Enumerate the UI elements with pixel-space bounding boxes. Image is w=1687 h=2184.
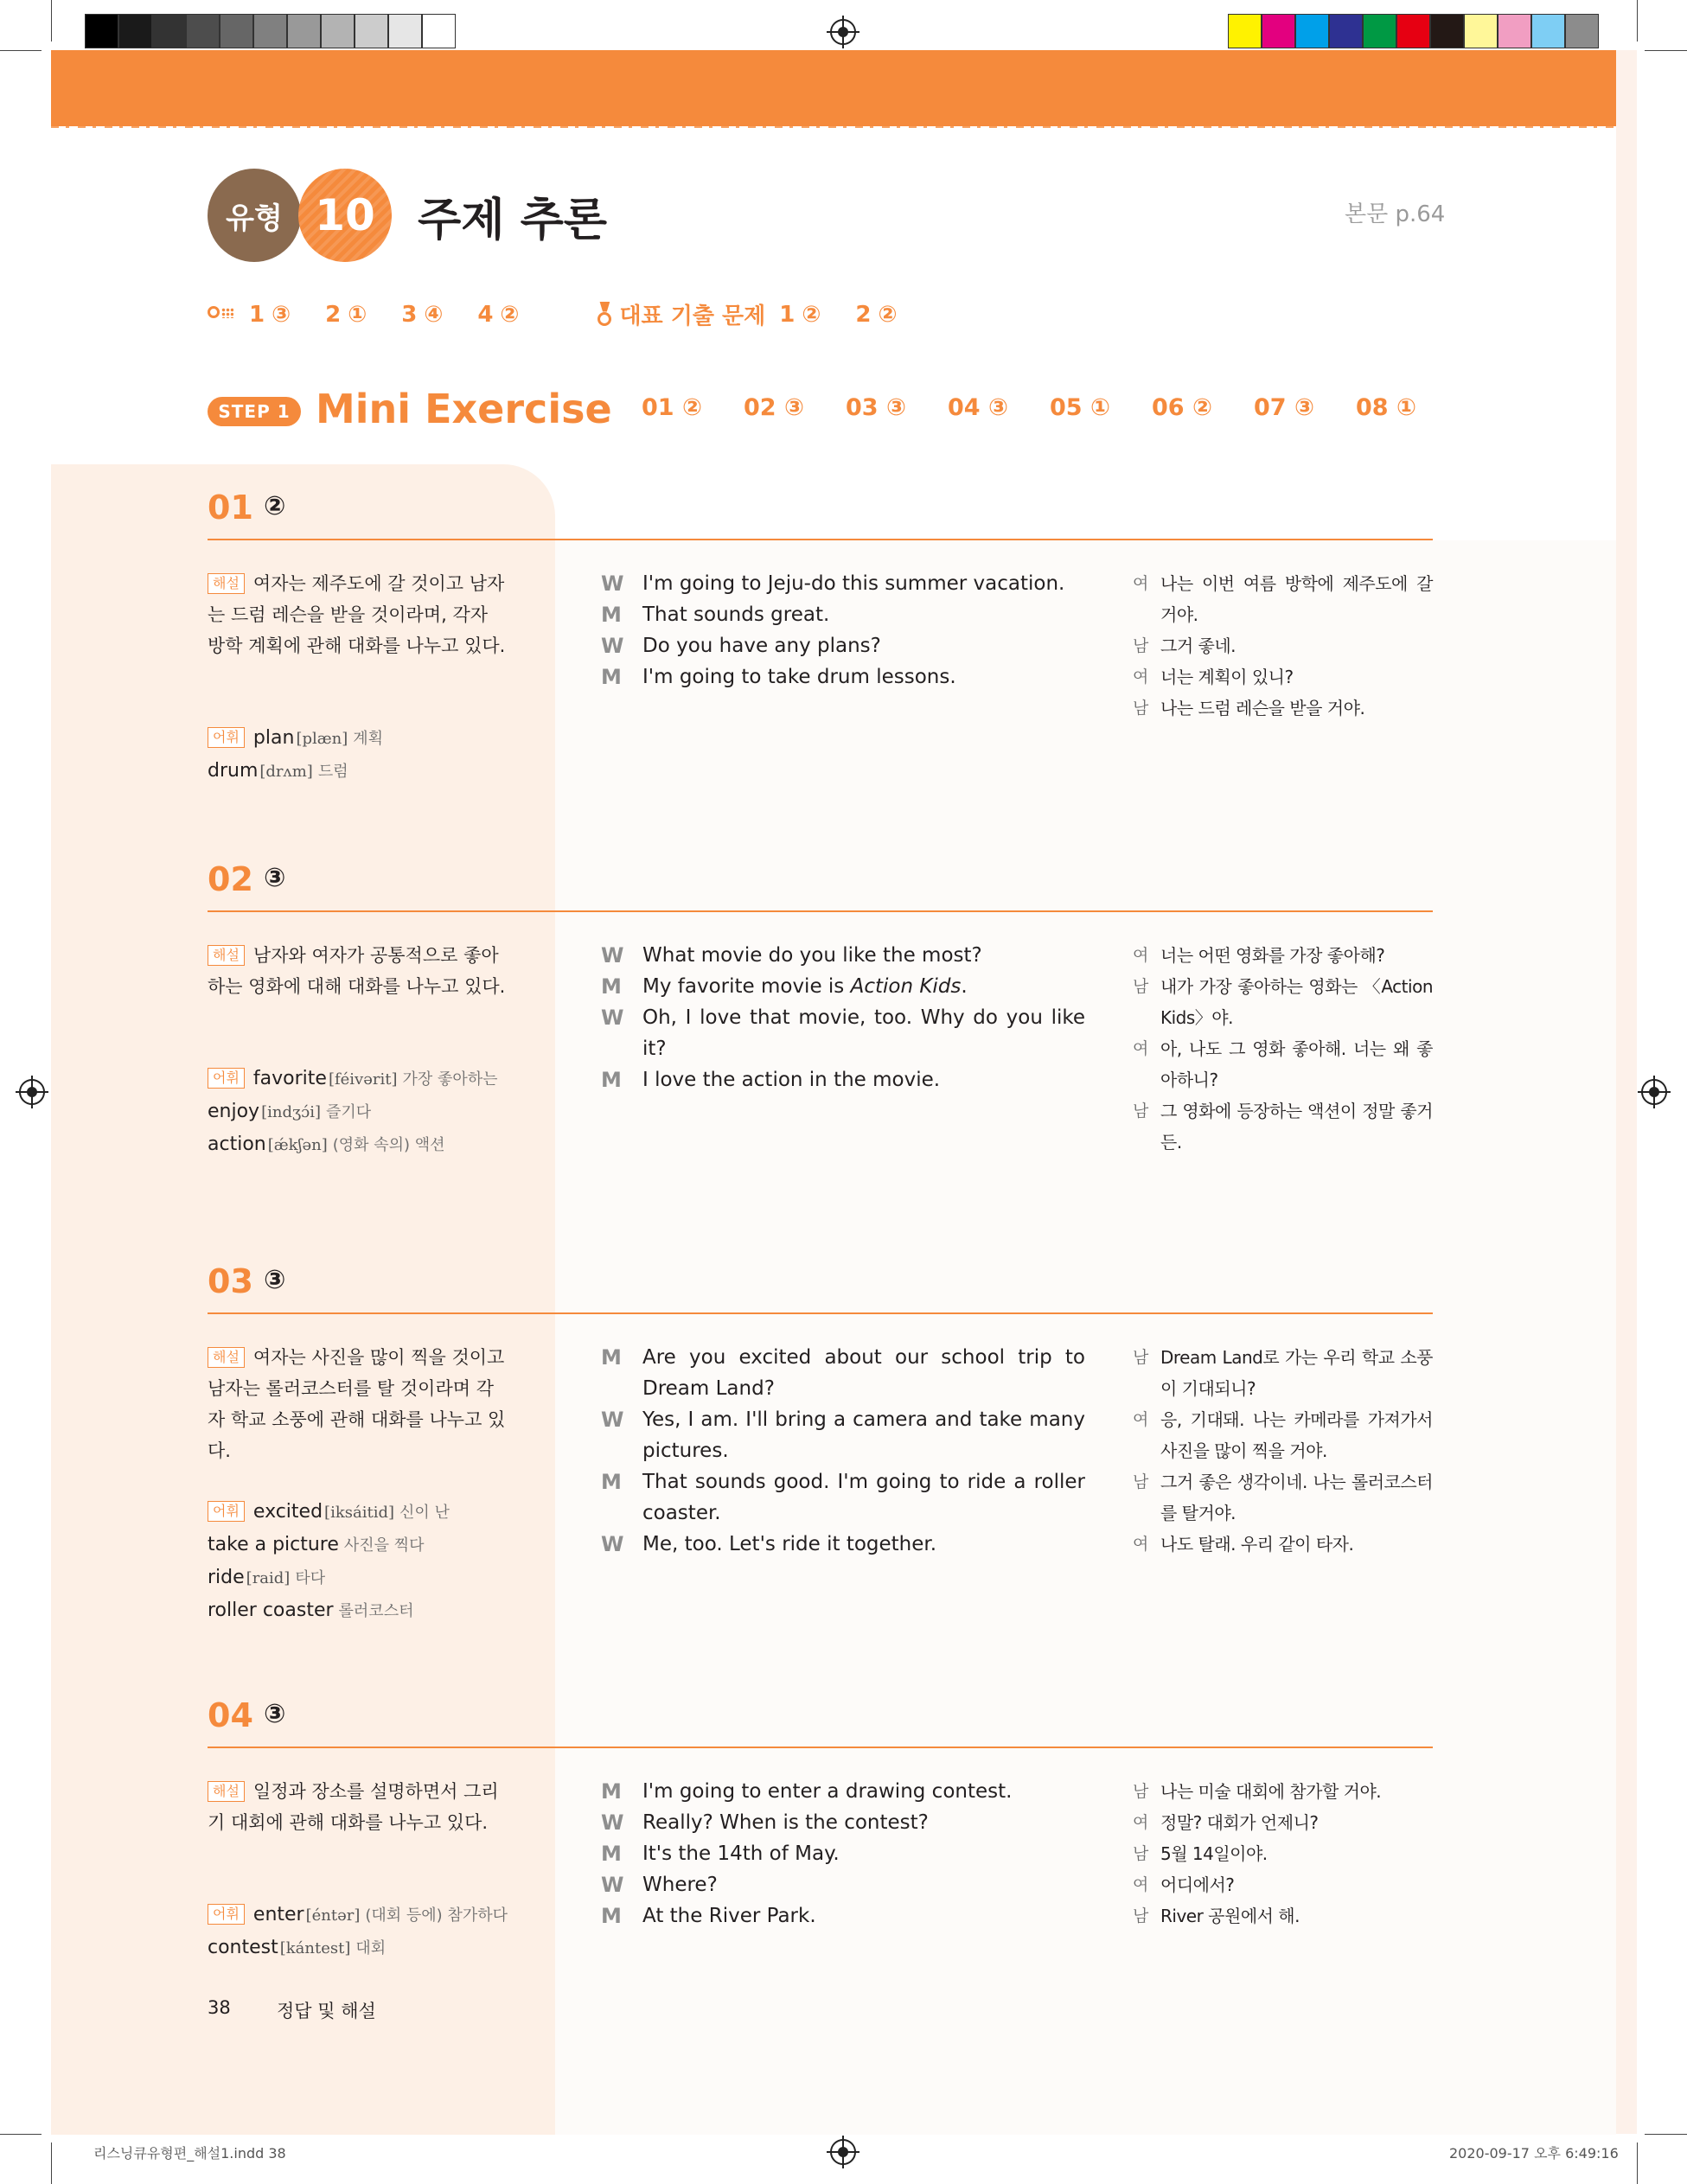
dialog-text-after: . bbox=[961, 975, 968, 998]
dialog-line bbox=[601, 940, 1085, 971]
movie-title: Action Kids bbox=[850, 975, 962, 998]
header-band bbox=[51, 50, 1616, 126]
speaker-label: M bbox=[601, 665, 622, 689]
section-number: 03 bbox=[208, 1262, 253, 1300]
dialog-text bbox=[642, 1807, 1085, 1838]
dialog-english bbox=[601, 940, 1085, 1095]
dialog-line bbox=[601, 1900, 1085, 1932]
dialog-text-main: My favorite movie is bbox=[642, 975, 851, 998]
korean-line bbox=[1133, 661, 1433, 693]
korean-speaker: 여 bbox=[1133, 1875, 1149, 1894]
vocabulary-list bbox=[208, 1899, 553, 1964]
speaker-label: M bbox=[601, 1470, 622, 1494]
dialog-text bbox=[642, 599, 1085, 630]
dialog-text bbox=[642, 971, 1085, 1002]
korean-text: 그거 좋네. bbox=[1160, 635, 1236, 656]
vocab-pronunciation: [raid] bbox=[246, 1569, 291, 1587]
dialog-text bbox=[642, 1776, 1085, 1807]
vocab-word: roller coaster bbox=[208, 1600, 334, 1621]
vocab-meaning: 대회 bbox=[355, 1939, 387, 1957]
dialog-english bbox=[601, 568, 1085, 693]
dialog-text-main: I'm going to Jeju-do this summer vacation. bbox=[642, 572, 1065, 595]
dialog-text-main: That sounds good. I'm going to ride a roller coaster. bbox=[642, 1471, 1085, 1524]
page-reference: 본문 p.64 bbox=[1345, 201, 1446, 227]
korean-text: 너는 계획이 있니? bbox=[1160, 667, 1294, 687]
explanation-body: 여자는 제주도에 갈 것이고 남자는 드럼 레슨을 받을 것이라며, 각자 방학 계획에 관해 대화를 나누고 있다. bbox=[208, 573, 506, 656]
section-answer: ② bbox=[264, 491, 286, 521]
explanation-body: 여자는 사진을 많이 찍을 것이고 남자는 롤러코스터를 탈 것이라며 각자 학교 소풍에 관해 대화를 나누고 있다. bbox=[208, 1347, 506, 1461]
mini-answer: 08 ① bbox=[1356, 394, 1416, 421]
color-swatch bbox=[1396, 14, 1430, 48]
dialog-line bbox=[601, 1776, 1085, 1807]
dialog-text-main: Yes, I am. I'll bring a camera and take many pictures. bbox=[642, 1408, 1085, 1462]
vocab-meaning: 드럼 bbox=[317, 763, 348, 781]
color-swatch bbox=[118, 14, 152, 48]
dialog-text bbox=[642, 940, 1085, 971]
explanation-tag: 해설 bbox=[208, 1781, 245, 1802]
speaker-label: W bbox=[601, 1873, 624, 1897]
color-swatch bbox=[1565, 14, 1599, 48]
crop-mark bbox=[1645, 50, 1687, 51]
korean-line bbox=[1133, 1900, 1433, 1932]
speaker-label: W bbox=[601, 634, 624, 658]
korean-line bbox=[1133, 1466, 1433, 1529]
vocab-meaning: 가장 좋아하는 bbox=[402, 1070, 498, 1089]
color-swatch bbox=[1329, 14, 1363, 48]
section-number: 04 bbox=[208, 1696, 253, 1734]
speaker-label: W bbox=[601, 572, 624, 596]
dialog-text bbox=[642, 1064, 1085, 1095]
explanation-tag: 해설 bbox=[208, 945, 245, 966]
vocab-item bbox=[208, 1932, 553, 1964]
korean-text: 나도 탈래. 우리 같이 타자. bbox=[1160, 1534, 1354, 1555]
korean-line bbox=[1133, 568, 1433, 630]
dialog-text bbox=[642, 661, 1085, 693]
vocab-item bbox=[208, 1095, 553, 1128]
dialog-line bbox=[601, 1002, 1085, 1064]
dialog-line bbox=[601, 1838, 1085, 1869]
korean-line bbox=[1133, 1869, 1433, 1900]
vocab-word: plan bbox=[252, 727, 295, 749]
korean-line bbox=[1133, 1529, 1433, 1560]
mini-answer: 01 ② bbox=[642, 394, 702, 421]
vocabulary-list bbox=[208, 722, 553, 788]
korean-text: 너는 어떤 영화를 가장 좋아해? bbox=[1160, 945, 1385, 966]
crop-mark bbox=[1637, 2142, 1638, 2184]
vocab-item bbox=[208, 1899, 553, 1932]
dialog-text bbox=[642, 1529, 1085, 1560]
crop-mark bbox=[51, 0, 52, 42]
speaker-label: M bbox=[601, 1779, 622, 1804]
dialog-text-main: Me, too. Let's ride it together. bbox=[642, 1533, 937, 1555]
vocab-word: drum bbox=[208, 760, 259, 782]
dialog-text bbox=[642, 1404, 1085, 1466]
dialog-line bbox=[601, 1404, 1085, 1466]
korean-text: Dream Land로 가는 우리 학교 소풍이 기대되니? bbox=[1160, 1347, 1433, 1399]
dialog-line bbox=[601, 971, 1085, 1002]
registration-mark-icon bbox=[830, 19, 856, 45]
korean-text: 그 영화에 등장하는 액션이 정말 좋거든. bbox=[1160, 1101, 1433, 1153]
color-swatch bbox=[1363, 14, 1396, 48]
section-answer: ③ bbox=[264, 1265, 286, 1295]
vocab-tag: 어휘 bbox=[208, 727, 245, 748]
rep-answer-item: 2 ② bbox=[855, 301, 898, 328]
crop-mark bbox=[0, 2134, 42, 2135]
vocab-meaning: (영화 속의) 액션 bbox=[332, 1136, 445, 1154]
registration-mark-icon bbox=[1641, 1079, 1667, 1105]
explanation-text bbox=[208, 568, 510, 661]
crop-mark bbox=[51, 2142, 52, 2184]
vocab-pronunciation: [plæn] bbox=[296, 730, 348, 748]
explanation-text bbox=[208, 940, 510, 1002]
korean-text: 나는 미술 대회에 참가할 거야. bbox=[1160, 1781, 1382, 1802]
vocab-word: contest bbox=[208, 1937, 278, 1958]
color-swatch bbox=[1464, 14, 1498, 48]
page-title: 주제 추론 bbox=[418, 195, 608, 246]
dialog-text bbox=[642, 1342, 1085, 1404]
color-swatch bbox=[1295, 14, 1329, 48]
dialog-line bbox=[601, 1869, 1085, 1900]
speaker-label: W bbox=[601, 1810, 624, 1835]
mini-answer: 04 ③ bbox=[948, 394, 1008, 421]
korean-text: 내가 가장 좋아하는 영화는 〈Action Kids〉야. bbox=[1160, 976, 1433, 1028]
explanation-text bbox=[208, 1342, 510, 1466]
color-swatch bbox=[1430, 14, 1464, 48]
color-swatch bbox=[1498, 14, 1531, 48]
dialog-text bbox=[642, 1869, 1085, 1900]
speaker-label: W bbox=[601, 1006, 624, 1030]
color-swatch bbox=[422, 14, 456, 48]
dialog-text bbox=[642, 1002, 1085, 1064]
korean-text: 응, 기대돼. 나는 카메라를 가져가서 사진을 많이 찍을 거야. bbox=[1160, 1409, 1433, 1461]
korean-text: 5월 14일이야. bbox=[1160, 1843, 1268, 1864]
dialog-text bbox=[642, 1838, 1085, 1869]
color-swatch bbox=[287, 14, 321, 48]
vocab-item bbox=[208, 1529, 553, 1561]
dialog-korean bbox=[1133, 1342, 1433, 1560]
dialog-text-main: Oh, I love that movie, too. Why do you like it? bbox=[642, 1006, 1085, 1060]
dialog-text-main: Really? When is the contest? bbox=[642, 1811, 929, 1834]
dialog-text-main: Are you excited about our school trip to Dream Land? bbox=[642, 1346, 1085, 1400]
dialog-line bbox=[601, 568, 1085, 599]
dialog-text-main: That sounds great. bbox=[642, 603, 830, 626]
page-number: 38 bbox=[208, 1997, 231, 2018]
answer-item: 1 ③ bbox=[249, 301, 291, 328]
explanation-text bbox=[208, 1776, 510, 1838]
korean-line bbox=[1133, 1776, 1433, 1807]
mini-answer: 03 ③ bbox=[846, 394, 906, 421]
vocab-meaning: (대회 등에) 참가하다 bbox=[365, 1906, 508, 1925]
dialog-text bbox=[642, 630, 1085, 661]
vocab-meaning: 즐기다 bbox=[326, 1103, 372, 1121]
footer-label: 정답 및 해설 bbox=[277, 2001, 376, 2021]
explanation-body: 남자와 여자가 공통적으로 좋아하는 영화에 대해 대화를 나누고 있다. bbox=[208, 945, 506, 997]
speaker-label: W bbox=[601, 1532, 624, 1556]
dialog-line bbox=[601, 1342, 1085, 1404]
vocab-pronunciation: [iksáitid] bbox=[324, 1504, 394, 1522]
korean-speaker: 남 bbox=[1133, 699, 1149, 718]
answer-item: 2 ① bbox=[325, 301, 367, 328]
korean-speaker: 여 bbox=[1133, 946, 1149, 965]
korean-speaker: 남 bbox=[1133, 1472, 1149, 1491]
mini-exercise-answers bbox=[642, 394, 1458, 421]
vocab-meaning: 사진을 찍다 bbox=[343, 1536, 425, 1555]
dialog-text bbox=[642, 568, 1085, 599]
dialog-line bbox=[601, 661, 1085, 693]
korean-speaker: 남 bbox=[1133, 636, 1149, 655]
color-swatch bbox=[388, 14, 422, 48]
dialog-korean bbox=[1133, 568, 1433, 724]
section-divider bbox=[208, 910, 1433, 912]
header-band-edge bbox=[51, 118, 1616, 128]
mini-answer: 07 ③ bbox=[1254, 394, 1314, 421]
color-swatch bbox=[253, 14, 287, 48]
dialog-text-main: I love the action in the movie. bbox=[642, 1069, 941, 1091]
color-swatch bbox=[1262, 14, 1295, 48]
vocab-item bbox=[208, 1128, 553, 1161]
vocab-pronunciation: [kántest] bbox=[279, 1939, 351, 1957]
vocab-pronunciation: [éntər] bbox=[305, 1906, 361, 1925]
slug-datetime: 2020-09-17 오후 6:49:16 bbox=[1449, 2145, 1619, 2162]
vocabulary-list bbox=[208, 1496, 553, 1627]
section-number: 01 bbox=[208, 489, 253, 527]
vocab-item bbox=[208, 1561, 553, 1594]
dialog-korean bbox=[1133, 940, 1433, 1158]
vocab-pronunciation: [indʒɔ́i] bbox=[261, 1103, 321, 1121]
korean-line bbox=[1133, 1033, 1433, 1095]
crop-mark bbox=[0, 50, 42, 51]
crop-mark bbox=[1645, 2134, 1687, 2135]
speaker-label: M bbox=[601, 1345, 622, 1370]
vocab-item bbox=[208, 1063, 553, 1095]
representative-exam-label: 대표 기출 문제 bbox=[619, 303, 766, 329]
explanation-body: 일정과 장소를 설명하면서 그리기 대회에 관해 대화를 나누고 있다. bbox=[208, 1781, 499, 1833]
dialog-text-main: It's the 14th of May. bbox=[642, 1842, 840, 1865]
answer-key-icon bbox=[208, 306, 233, 323]
vocab-pronunciation: [féivərit] bbox=[328, 1070, 398, 1089]
korean-text: 정말? 대회가 언제니? bbox=[1160, 1812, 1319, 1833]
answer-key-row bbox=[208, 298, 931, 330]
vocab-word: action bbox=[208, 1134, 266, 1155]
type-badge: 유형 bbox=[208, 169, 301, 262]
dialog-line bbox=[601, 1529, 1085, 1560]
vocab-word: excited bbox=[252, 1501, 323, 1523]
korean-speaker: 남 bbox=[1133, 1348, 1149, 1367]
vocab-meaning: 신이 난 bbox=[399, 1504, 450, 1522]
vocab-meaning: 계획 bbox=[353, 730, 384, 748]
dialog-text bbox=[642, 1466, 1085, 1529]
mini-answer: 05 ① bbox=[1050, 394, 1110, 421]
vocab-tag: 어휘 bbox=[208, 1068, 245, 1089]
korean-speaker: 남 bbox=[1133, 977, 1149, 996]
speaker-label: M bbox=[601, 603, 622, 627]
color-swatch bbox=[220, 14, 253, 48]
slug-file: 리스닝큐유형편_해설1.indd 38 bbox=[93, 2145, 286, 2162]
korean-line bbox=[1133, 940, 1433, 971]
korean-speaker: 남 bbox=[1133, 1102, 1149, 1121]
korean-speaker: 여 bbox=[1133, 1039, 1149, 1058]
section-number: 02 bbox=[208, 860, 253, 898]
korean-line bbox=[1133, 1342, 1433, 1404]
color-swatch bbox=[85, 14, 118, 48]
vocab-pronunciation: [drʌm] bbox=[259, 763, 313, 781]
korean-text: 그거 좋은 생각이네. 나는 롤러코스터를 탈거야. bbox=[1160, 1472, 1433, 1523]
dialog-english bbox=[601, 1342, 1085, 1560]
speaker-label: M bbox=[601, 974, 622, 999]
vocab-tag: 어휘 bbox=[208, 1904, 245, 1925]
korean-text: 나는 드럼 레슨을 받을 거야. bbox=[1160, 698, 1365, 718]
korean-speaker: 남 bbox=[1133, 1844, 1149, 1863]
color-swatch bbox=[1228, 14, 1262, 48]
dialog-text bbox=[642, 1900, 1085, 1932]
explanation-panel bbox=[51, 464, 555, 2135]
dialog-line bbox=[601, 630, 1085, 661]
section-divider bbox=[208, 1747, 1433, 1748]
speaker-label: M bbox=[601, 1904, 622, 1928]
korean-speaker: 여 bbox=[1133, 574, 1149, 593]
vocab-meaning: 롤러코스터 bbox=[338, 1602, 414, 1620]
dialog-line bbox=[601, 1807, 1085, 1838]
vocab-item bbox=[208, 1594, 553, 1627]
registration-mark-icon bbox=[830, 2139, 856, 2165]
mini-answer: 02 ③ bbox=[744, 394, 804, 421]
color-swatch bbox=[1531, 14, 1565, 48]
explanation-tag: 해설 bbox=[208, 573, 245, 594]
vocab-word: take a picture bbox=[208, 1534, 339, 1555]
color-swatch bbox=[321, 14, 355, 48]
answer-item: 3 ④ bbox=[401, 301, 444, 328]
color-swatch bbox=[152, 14, 186, 48]
vocabulary-list bbox=[208, 1063, 553, 1161]
vocab-item bbox=[208, 722, 553, 755]
speaker-label: M bbox=[601, 1068, 622, 1092]
color-swatch bbox=[186, 14, 220, 48]
korean-speaker: 여 bbox=[1133, 1813, 1149, 1832]
speaker-label: W bbox=[601, 1408, 624, 1432]
korean-line bbox=[1133, 1095, 1433, 1158]
dialog-english bbox=[601, 1776, 1085, 1932]
vocab-word: enjoy bbox=[208, 1101, 260, 1122]
dialog-line bbox=[601, 599, 1085, 630]
korean-text: River 공원에서 해. bbox=[1160, 1906, 1300, 1926]
vocab-item bbox=[208, 1496, 553, 1529]
korean-speaker: 여 bbox=[1133, 1535, 1149, 1554]
korean-speaker: 남 bbox=[1133, 1782, 1149, 1801]
korean-speaker: 여 bbox=[1133, 1410, 1149, 1429]
korean-line bbox=[1133, 693, 1433, 724]
registration-mark-icon bbox=[19, 1079, 45, 1105]
dialog-line bbox=[601, 1064, 1085, 1095]
dialog-text-main: I'm going to take drum lessons. bbox=[642, 666, 956, 688]
step-title: Mini Exercise bbox=[316, 386, 612, 432]
mini-answer: 06 ② bbox=[1152, 394, 1212, 421]
korean-text: 어디에서? bbox=[1160, 1874, 1235, 1895]
speaker-label: M bbox=[601, 1842, 622, 1866]
medal-icon bbox=[597, 302, 612, 328]
korean-line bbox=[1133, 1404, 1433, 1466]
step-badge: STEP 1 bbox=[208, 397, 301, 426]
vocab-word: ride bbox=[208, 1567, 245, 1588]
speaker-label: W bbox=[601, 943, 624, 967]
vocab-pronunciation: [ǽkʃən] bbox=[267, 1136, 328, 1154]
vocab-item bbox=[208, 755, 553, 788]
dialog-text-main: I'm going to enter a drawing contest. bbox=[642, 1780, 1013, 1803]
color-swatch bbox=[355, 14, 388, 48]
answer-item: 4 ② bbox=[477, 301, 520, 328]
korean-line bbox=[1133, 1807, 1433, 1838]
section-answer: ③ bbox=[264, 1699, 286, 1729]
korean-speaker: 남 bbox=[1133, 1906, 1149, 1925]
page-edge-strip bbox=[1616, 50, 1637, 2134]
korean-speaker: 여 bbox=[1133, 667, 1149, 686]
dialog-text-main: Where? bbox=[642, 1874, 718, 1896]
section-divider bbox=[208, 1312, 1433, 1314]
korean-line bbox=[1133, 1838, 1433, 1869]
dialog-text-main: At the River Park. bbox=[642, 1905, 816, 1927]
crop-mark bbox=[1637, 0, 1638, 42]
type-number-badge: 10 bbox=[298, 169, 392, 262]
dialog-korean bbox=[1133, 1776, 1433, 1932]
section-answer: ③ bbox=[264, 863, 286, 893]
dialog-text-main: Do you have any plans? bbox=[642, 635, 881, 657]
korean-line bbox=[1133, 971, 1433, 1033]
vocab-tag: 어휘 bbox=[208, 1501, 245, 1522]
vocab-word: favorite bbox=[252, 1068, 327, 1089]
korean-line bbox=[1133, 630, 1433, 661]
dialog-text-main: What movie do you like the most? bbox=[642, 944, 982, 967]
dialog-line bbox=[601, 1466, 1085, 1529]
korean-text: 나는 이번 여름 방학에 제주도에 갈 거야. bbox=[1160, 573, 1433, 625]
explanation-tag: 해설 bbox=[208, 1347, 245, 1368]
vocab-word: enter bbox=[252, 1904, 304, 1925]
rep-answer-item: 1 ② bbox=[779, 301, 821, 328]
section-divider bbox=[208, 539, 1433, 540]
vocab-meaning: 타다 bbox=[295, 1569, 326, 1587]
korean-text: 아, 나도 그 영화 좋아해. 너는 왜 좋아하니? bbox=[1160, 1038, 1433, 1090]
